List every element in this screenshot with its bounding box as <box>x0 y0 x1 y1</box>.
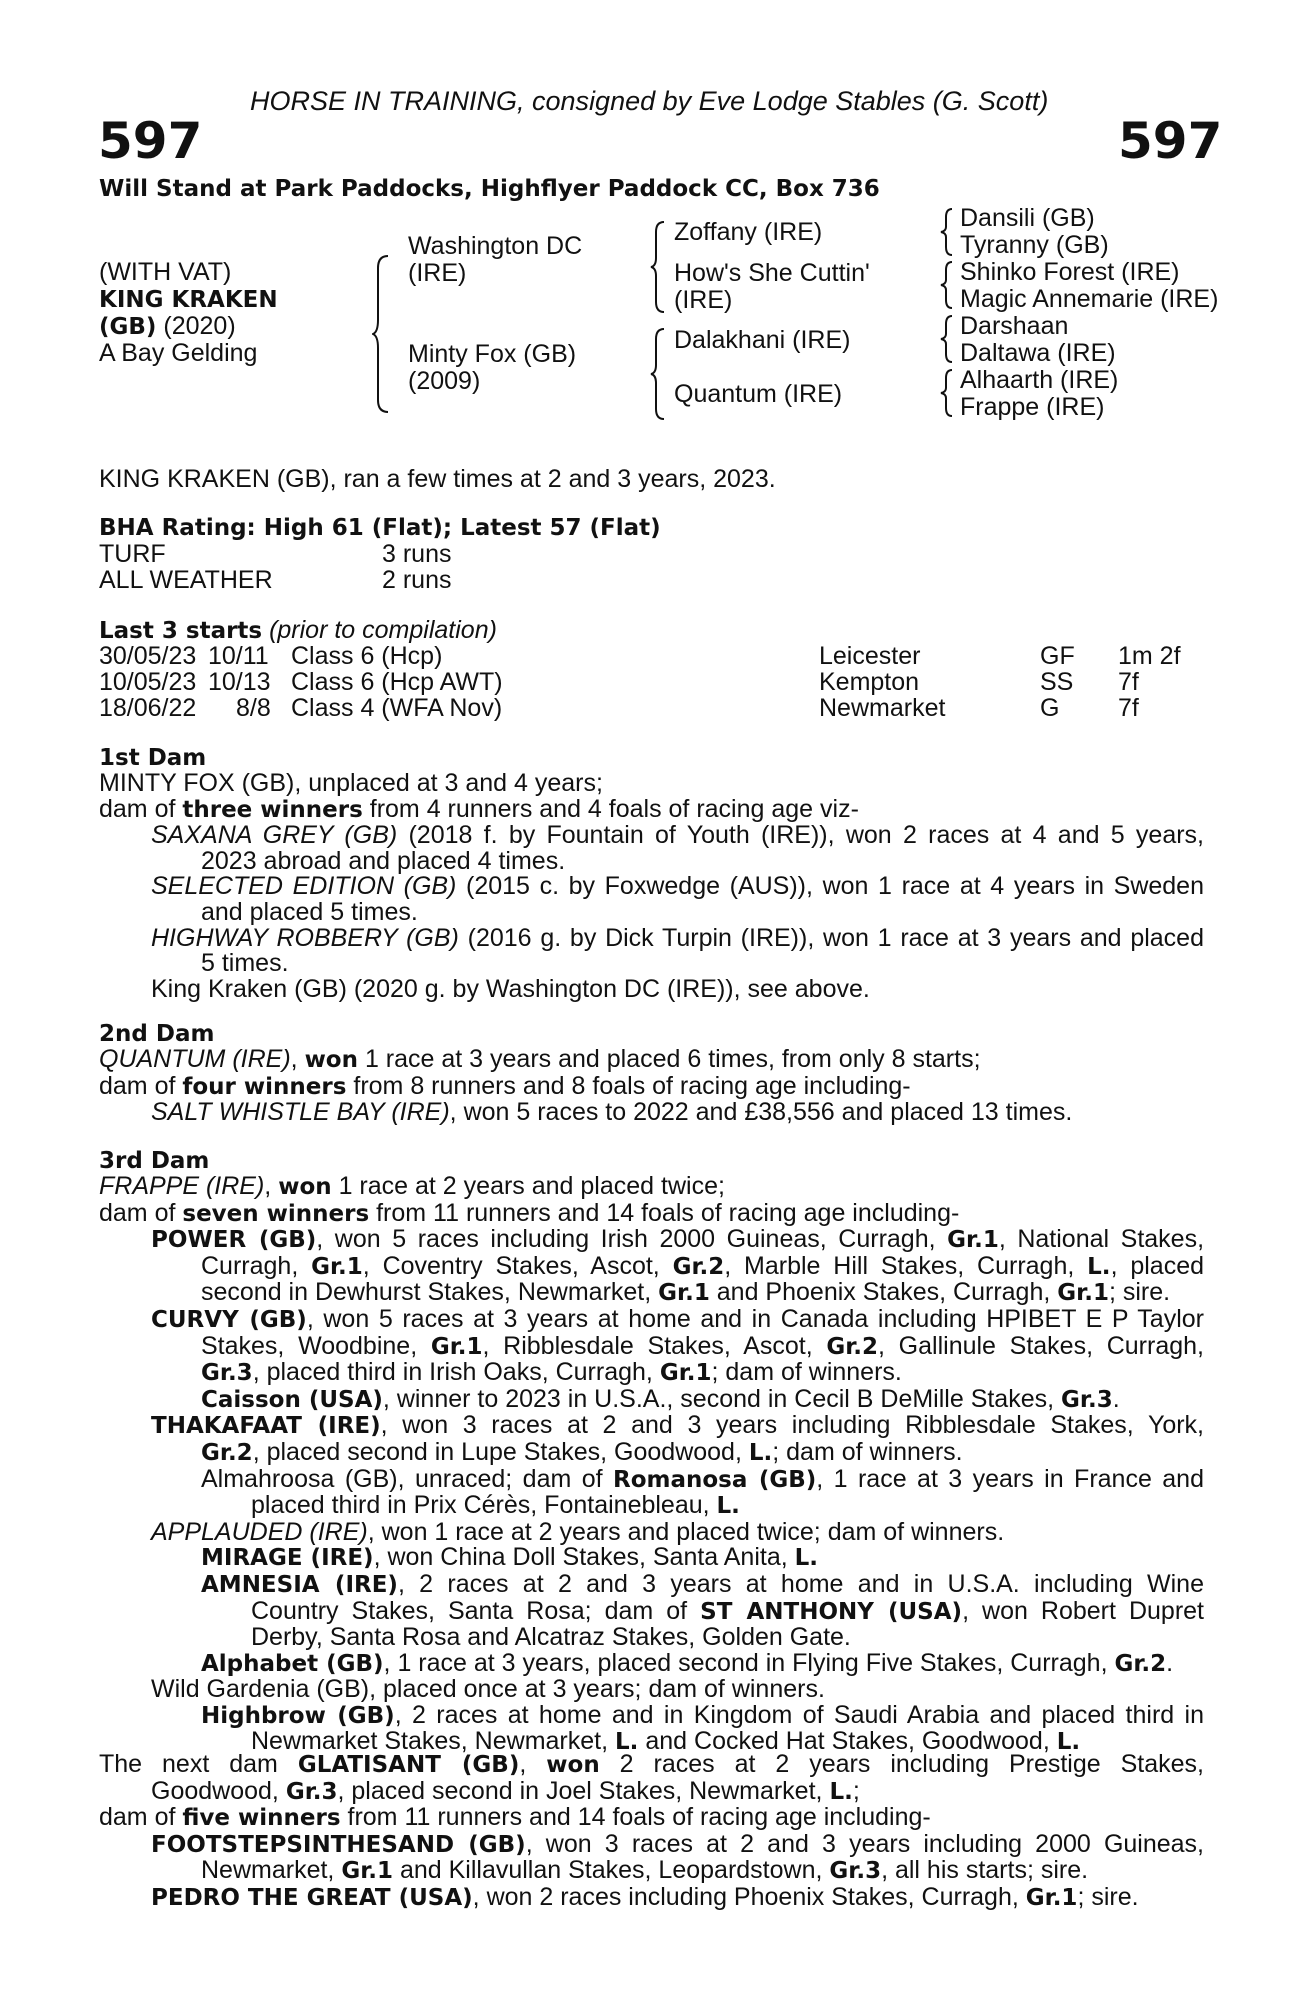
start-distance: 1m 2f <box>1118 642 1181 670</box>
start-course: Newmarket <box>819 694 946 722</box>
start-course: Leicester <box>819 642 921 670</box>
race-summary: KING KRAKEN (GB), ran a few times at 2 and 3 years, 2023. <box>99 465 776 493</box>
ped-dds: Alhaarth (IRE) <box>960 366 1119 394</box>
horse-description: A Bay Gelding <box>99 339 258 367</box>
grandproduce-entry: AMNESIA (IRE), 2 races at 2 and 3 years at home and in U.S.A. including Wine <box>201 1569 1204 1598</box>
ped-dss: Darshaan <box>960 312 1069 340</box>
first-dam-section <box>99 771 1204 1002</box>
produce-entry-cont: Curragh, Gr.1, Coventry Stakes, Ascot, Gr.2, Marble Hill Stakes, Curragh, L., placed <box>201 1251 1205 1280</box>
produce-entry-cont: Stakes, Woodbine, Gr.1, Ribblesdale Stakes, Ascot, Gr.2, Gallinule Stakes, Curragh, <box>201 1331 1204 1360</box>
grandproduce-entry-cont: Newmarket Stakes, Newmarket, L. and Cocked Hat Stakes, Goodwood, L. <box>251 1727 1081 1756</box>
stand-location: Will Stand at Park Paddocks, Highflyer Paddock CC, Box 736 <box>99 176 880 202</box>
brace-4d <box>940 368 954 418</box>
second-dam-produce-line: dam of four winners from 8 runners and 8 foals of racing age including- <box>99 1071 911 1100</box>
start-distance: 7f <box>1118 668 1139 696</box>
produce-entry-cont: second in Dewhurst Stakes, Newmarket, Gr.1 and Phoenix Stakes, Curragh, Gr.1; sire. <box>201 1278 1171 1307</box>
brace-4c <box>940 314 954 364</box>
start-going: GF <box>1040 642 1075 670</box>
start-position: 10/13 <box>208 668 271 696</box>
produce-entry: King Kraken (GB) (2020 g. by Washington DC (IRE)), see above. <box>151 974 870 1003</box>
produce-entry: CURVY (GB), won 5 races at 3 years at home and in Canada including HPIBET E P Taylor <box>151 1304 1204 1333</box>
first-dam-line: MINTY FOX (GB), unplaced at 3 and 4 years; <box>99 769 603 797</box>
ped-ssd: Tyranny (GB) <box>960 231 1109 259</box>
horse-origin <box>99 313 236 340</box>
horse-name-text: KING KRAKEN <box>99 287 278 313</box>
produce-entry: SAXANA GREY (GB) (2018 f. by Fountain of Youth (IRE)), won 2 races at 4 and 5 years, <box>151 821 1205 850</box>
sire-dam-name: How's She Cuttin' <box>674 259 870 287</box>
produce-entry: PEDRO THE GREAT (USA), won 2 races including Phoenix Stakes, Curragh, Gr.1; sire. <box>151 1882 1139 1911</box>
produce-entry-cont: Gr.3, placed third in Irish Oaks, Curragh, Gr.1; dam of winners. <box>201 1358 902 1387</box>
third-dam-produce-line: dam of seven winners from 11 runners and 14 foals of racing age including- <box>99 1198 960 1227</box>
ped-sss: Dansili (GB) <box>960 204 1095 232</box>
start-position: 10/11 <box>208 642 269 670</box>
produce-entry: HIGHWAY ROBBERY (GB) (2016 g. by Dick Turpin (IRE)), won 1 race at 3 years and placed <box>151 923 1204 952</box>
start-date: 18/06/22 <box>99 694 197 722</box>
rating-aw-label: ALL WEATHER <box>99 566 273 594</box>
produce-entry-cont: Gr.2, placed second in Lupe Stakes, Goodwood, L.; dam of winners. <box>201 1437 963 1466</box>
start-race: Class 4 (WFA Nov) <box>291 694 503 722</box>
next-dam-section <box>99 1752 1204 1912</box>
sire-name: Washington DC <box>408 232 583 260</box>
lot-number-left: 597 <box>98 112 203 170</box>
produce-entry-cont: 5 times. <box>201 949 289 978</box>
rating-turf-label: TURF <box>99 540 166 568</box>
rating-turf-value: 3 runs <box>382 540 452 568</box>
start-date: 30/05/23 <box>99 642 197 670</box>
horse-year: (2020) <box>163 312 236 340</box>
start-date: 10/05/23 <box>99 668 197 696</box>
start-course: Kempton <box>819 668 920 696</box>
second-dam-line: QUANTUM (IRE), won 1 race at 3 years and placed 6 times, from only 8 starts; <box>99 1045 981 1073</box>
next-dam-produce-line: dam of five winners from 11 runners and 14 foals of racing age including- <box>99 1803 931 1832</box>
first-dam-heading: 1st Dam <box>99 745 207 771</box>
produce-entry-cont: 2023 abroad and placed 4 times. <box>201 846 566 875</box>
ped-sdd: Magic Annemarie (IRE) <box>960 285 1219 313</box>
grandproduce-entry: Caisson (USA), winner to 2023 in U.S.A., second in Cecil B DeMille Stakes, Gr.3. <box>201 1384 1120 1413</box>
last-starts-heading <box>99 617 497 644</box>
produce-entry: APPLAUDED (IRE), won 1 race at 2 years and placed twice; dam of winners. <box>151 1517 1005 1546</box>
last-starts-note: (prior to compilation) <box>269 616 497 644</box>
sire-brace <box>650 220 666 314</box>
grandproduce-entry-cont: Derby, Santa Rosa and Alcatraz Stakes, Golden Gate. <box>251 1623 851 1652</box>
produce-entry-cont: and placed 5 times. <box>201 897 418 926</box>
second-dam-section <box>99 1047 1204 1126</box>
grandproduce-entry: Almahroosa (GB), unraced; dam of Romanosa (GB), 1 race at 3 years in France and <box>201 1464 1204 1493</box>
sire-sire: Zoffany (IRE) <box>674 218 823 246</box>
sire-country: (IRE) <box>408 259 467 287</box>
grandproduce-entry: Alphabet (GB), 1 race at 3 years, placed second in Flying Five Stakes, Curragh, Gr.2. <box>201 1648 1174 1677</box>
grandproduce-entry: Highbrow (GB), 2 races at home and in Kingdom of Saudi Arabia and placed third in <box>201 1700 1204 1729</box>
dam-year: (2009) <box>408 367 481 395</box>
grandproduce-entry: MIRAGE (IRE), won China Doll Stakes, Santa Anita, L. <box>201 1543 819 1572</box>
start-position: 8/8 <box>236 694 271 722</box>
grandproduce-entry-cont: Country Stakes, Santa Rosa; dam of ST ANTHONY (USA), won Robert Dupret <box>251 1596 1204 1625</box>
dam-dam: Quantum (IRE) <box>674 380 843 408</box>
sire-dam-country: (IRE) <box>674 286 733 314</box>
dam-name: Minty Fox (GB) <box>408 340 577 368</box>
start-race: Class 6 (Hcp) <box>291 642 443 670</box>
produce-entry: Wild Gardenia (GB), placed once at 3 years; dam of winners. <box>151 1675 825 1704</box>
dam-sire: Dalakhani (IRE) <box>674 326 851 354</box>
ped-ddd: Frappe (IRE) <box>960 393 1105 421</box>
lot-number-right: 597 <box>1118 112 1223 170</box>
produce-entry: SELECTED EDITION (GB) (2015 c. by Foxwedge (AUS)), won 1 race at 4 years in Sweden <box>151 872 1204 901</box>
dam-brace <box>650 327 666 421</box>
consignor-header: HORSE IN TRAINING, consigned by Eve Lodge Stables (G. Scott) <box>250 86 1049 116</box>
grandproduce-entry-cont: placed third in Prix Cérès, Fontainebleau, L. <box>251 1491 740 1520</box>
produce-entry: SALT WHISTLE BAY (IRE), won 5 races to 2022 and £38,556 and placed 13 times. <box>151 1098 1073 1127</box>
start-going: G <box>1040 694 1060 722</box>
third-dam-line: FRAPPE (IRE), won 1 race at 2 years and placed twice; <box>99 1172 725 1200</box>
rating-aw-value: 2 runs <box>382 566 452 594</box>
produce-entry-cont: Newmarket, Gr.1 and Killavullan Stakes, Leopardstown, Gr.3, all his starts; sire. <box>201 1856 1089 1885</box>
ped-dsd: Daltawa (IRE) <box>960 339 1116 367</box>
start-distance: 7f <box>1118 694 1139 722</box>
next-dam-line-cont: Goodwood, Gr.3, placed second in Joel Stakes, Newmarket, L.; <box>151 1776 860 1805</box>
produce-entry: THAKAFAAT (IRE), won 3 races at 2 and 3 years including Ribblesdale Stakes, York, <box>151 1411 1205 1440</box>
produce-entry: POWER (GB), won 5 races including Irish 2000 Guineas, Curragh, Gr.1, National Stakes, <box>151 1225 1205 1254</box>
start-going: SS <box>1040 668 1074 696</box>
last-starts-title: Last 3 starts <box>99 618 263 644</box>
ped-sds: Shinko Forest (IRE) <box>960 258 1180 286</box>
horse-country: (GB) <box>99 314 157 340</box>
third-dam-heading: 3rd Dam <box>99 1148 210 1174</box>
start-race: Class 6 (Hcp AWT) <box>291 668 503 696</box>
brace-4a <box>940 207 954 257</box>
horse-name <box>99 286 278 313</box>
vat-note: (WITH VAT) <box>99 258 232 286</box>
next-dam-line: The next dam GLATISANT (GB), won 2 races at 2 years including Prestige Stakes, <box>99 1750 1204 1778</box>
bha-rating: BHA Rating: High 61 (Flat); Latest 57 (Flat) <box>99 515 661 541</box>
second-dam-heading: 2nd Dam <box>99 1021 215 1047</box>
produce-entry: FOOTSTEPSINTHESAND (GB), won 3 races at 2 and 3 years including 2000 Guineas, <box>151 1829 1205 1858</box>
brace-4b <box>940 260 954 310</box>
third-dam-section <box>99 1174 1204 1756</box>
pedigree-brace-main <box>372 254 392 414</box>
first-dam-produce-line: dam of three winners from 4 runners and 4 foals of racing age viz- <box>99 794 859 823</box>
